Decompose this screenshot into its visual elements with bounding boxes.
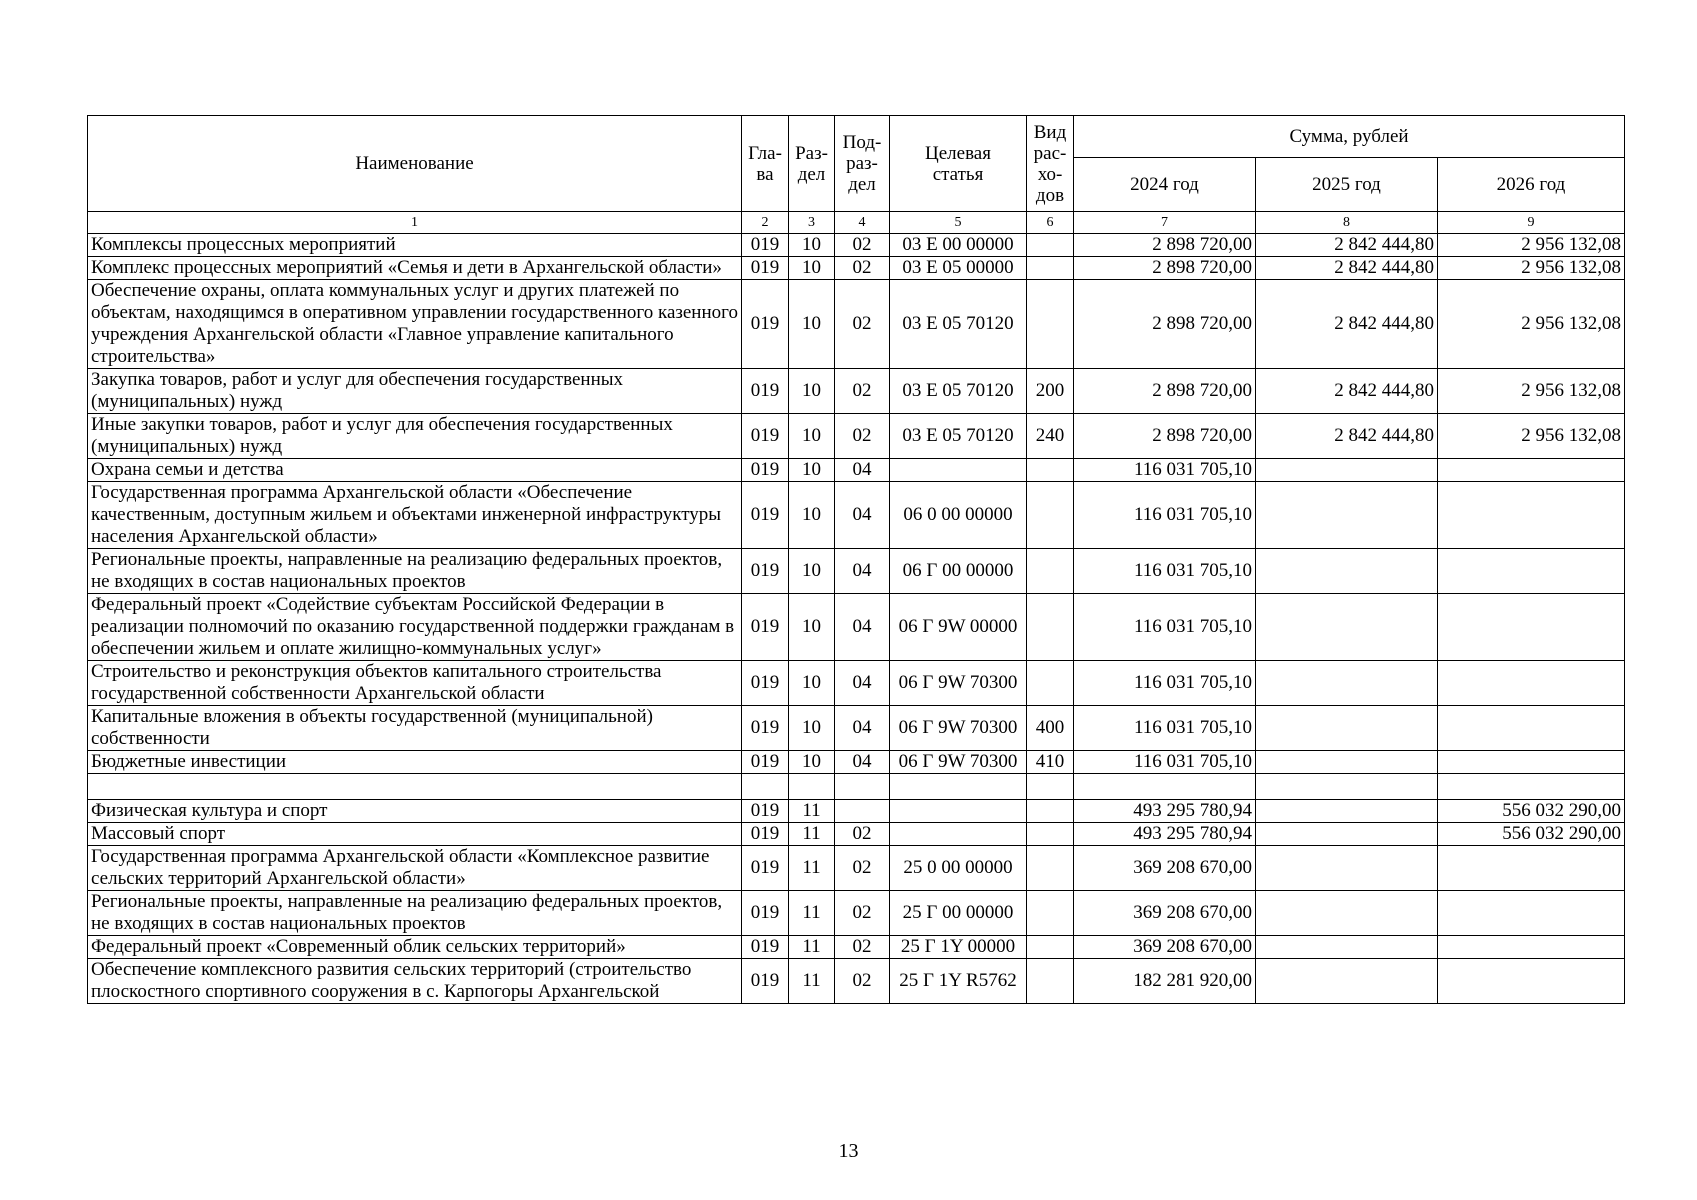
cell-name: Обеспечение охраны, оплата коммунальных услуг и других платежей по объектам, находящимся в оперативном управлении государственного казенного учреждения Архангельской области «Главное управление капитального строительства» <box>88 280 742 369</box>
header-summa: Сумма, рублей <box>1074 116 1625 158</box>
cell-sum-2024: 116 031 705,10 <box>1074 482 1256 549</box>
cell-sum-2026 <box>1438 482 1625 549</box>
cell-name: Капитальные вложения в объекты государственной (муниципальной) собственности <box>88 706 742 751</box>
cell-sum-2024 <box>1074 774 1256 800</box>
header-year-2024: 2024 год <box>1074 158 1256 212</box>
cell-podrazdel: 02 <box>835 823 890 846</box>
column-number: 9 <box>1438 212 1625 234</box>
cell-vid-raskhodov <box>1027 891 1074 936</box>
table-row <box>88 257 1625 280</box>
cell-celevaya-statya: 03 Е 05 70120 <box>890 280 1027 369</box>
cell-sum-2024: 2 898 720,00 <box>1074 280 1256 369</box>
cell-vid-raskhodov: 400 <box>1027 706 1074 751</box>
cell-name: Строительство и реконструкция объектов капитального строительства государственной собственности Архангельской области <box>88 661 742 706</box>
table-row <box>88 706 1625 751</box>
cell-sum-2026 <box>1438 751 1625 774</box>
cell-glava: 019 <box>742 414 789 459</box>
cell-sum-2026 <box>1438 549 1625 594</box>
cell-name: Физическая культура и спорт <box>88 800 742 823</box>
table-row <box>88 751 1625 774</box>
cell-name: Охрана семьи и детства <box>88 459 742 482</box>
cell-sum-2025 <box>1256 846 1438 891</box>
cell-vid-raskhodov <box>1027 800 1074 823</box>
cell-celevaya-statya <box>890 774 1027 800</box>
cell-podrazdel: 04 <box>835 459 890 482</box>
cell-podrazdel <box>835 800 890 823</box>
cell-sum-2024: 2 898 720,00 <box>1074 414 1256 459</box>
cell-podrazdel: 04 <box>835 661 890 706</box>
cell-sum-2025 <box>1256 774 1438 800</box>
table-row <box>88 846 1625 891</box>
cell-sum-2025: 2 842 444,80 <box>1256 369 1438 414</box>
column-number: 5 <box>890 212 1027 234</box>
header-year-2026: 2026 год <box>1438 158 1625 212</box>
cell-name: Региональные проекты, направленные на реализацию федеральных проектов, не входящих в состав национальных проектов <box>88 549 742 594</box>
cell-name: Государственная программа Архангельской области «Комплексное развитие сельских территорий Архангельской области» <box>88 846 742 891</box>
cell-celevaya-statya: 03 Е 05 70120 <box>890 369 1027 414</box>
cell-sum-2026: 2 956 132,08 <box>1438 234 1625 257</box>
cell-sum-2025 <box>1256 959 1438 1004</box>
cell-razdel: 11 <box>789 823 835 846</box>
cell-sum-2026: 556 032 290,00 <box>1438 800 1625 823</box>
cell-glava: 019 <box>742 280 789 369</box>
cell-razdel <box>789 774 835 800</box>
cell-glava: 019 <box>742 459 789 482</box>
cell-vid-raskhodov <box>1027 661 1074 706</box>
cell-razdel: 10 <box>789 234 835 257</box>
cell-name: Обеспечение комплексного развития сельских территорий (строительство плоскостного спортивного сооружения в с. Карпогоры Архангельской <box>88 959 742 1004</box>
cell-vid-raskhodov <box>1027 774 1074 800</box>
header-vid-raskhodov: Вид рас- хо- дов <box>1027 116 1074 212</box>
cell-vid-raskhodov <box>1027 459 1074 482</box>
cell-glava: 019 <box>742 959 789 1004</box>
cell-sum-2024: 116 031 705,10 <box>1074 549 1256 594</box>
cell-sum-2026 <box>1438 774 1625 800</box>
cell-sum-2026 <box>1438 459 1625 482</box>
cell-glava: 019 <box>742 936 789 959</box>
cell-celevaya-statya <box>890 459 1027 482</box>
cell-celevaya-statya: 06 Г 9W 70300 <box>890 661 1027 706</box>
column-number: 8 <box>1256 212 1438 234</box>
cell-name: Федеральный проект «Содействие субъектам Российской Федерации в реализации полномочий по оказанию государственной поддержки гражданам в обеспечении жильем и оплате жилищно-коммунальных услуг» <box>88 594 742 661</box>
column-number: 6 <box>1027 212 1074 234</box>
cell-sum-2026 <box>1438 594 1625 661</box>
cell-sum-2025 <box>1256 661 1438 706</box>
cell-celevaya-statya <box>890 823 1027 846</box>
cell-name: Массовый спорт <box>88 823 742 846</box>
cell-sum-2026 <box>1438 959 1625 1004</box>
cell-sum-2025 <box>1256 936 1438 959</box>
cell-sum-2026 <box>1438 936 1625 959</box>
cell-sum-2024: 116 031 705,10 <box>1074 594 1256 661</box>
cell-name: Иные закупки товаров, работ и услуг для обеспечения государственных (муниципальных) нужд <box>88 414 742 459</box>
cell-podrazdel: 04 <box>835 594 890 661</box>
cell-sum-2025 <box>1256 800 1438 823</box>
cell-glava: 019 <box>742 661 789 706</box>
cell-sum-2025: 2 842 444,80 <box>1256 257 1438 280</box>
cell-sum-2024: 116 031 705,10 <box>1074 661 1256 706</box>
cell-vid-raskhodov: 240 <box>1027 414 1074 459</box>
table-row <box>88 661 1625 706</box>
cell-glava: 019 <box>742 706 789 751</box>
cell-name: Комплексы процессных мероприятий <box>88 234 742 257</box>
cell-sum-2026: 556 032 290,00 <box>1438 823 1625 846</box>
table-body <box>88 234 1625 1004</box>
cell-sum-2024: 2 898 720,00 <box>1074 257 1256 280</box>
cell-celevaya-statya: 06 Г 9W 70300 <box>890 751 1027 774</box>
cell-sum-2025: 2 842 444,80 <box>1256 280 1438 369</box>
cell-sum-2024: 116 031 705,10 <box>1074 706 1256 751</box>
cell-name <box>88 774 742 800</box>
cell-glava: 019 <box>742 800 789 823</box>
cell-podrazdel: 04 <box>835 549 890 594</box>
cell-podrazdel <box>835 774 890 800</box>
cell-celevaya-statya: 03 Е 05 00000 <box>890 257 1027 280</box>
column-number: 3 <box>789 212 835 234</box>
cell-sum-2024: 369 208 670,00 <box>1074 846 1256 891</box>
table-row <box>88 800 1625 823</box>
header-year-2025: 2025 год <box>1256 158 1438 212</box>
cell-sum-2025 <box>1256 594 1438 661</box>
header-glava: Гла- ва <box>742 116 789 212</box>
table-row <box>88 414 1625 459</box>
cell-vid-raskhodov <box>1027 594 1074 661</box>
cell-name: Бюджетные инвестиции <box>88 751 742 774</box>
cell-name: Федеральный проект «Современный облик сельских территорий» <box>88 936 742 959</box>
column-number: 2 <box>742 212 789 234</box>
cell-razdel: 10 <box>789 482 835 549</box>
cell-glava: 019 <box>742 549 789 594</box>
table-row <box>88 482 1625 549</box>
cell-podrazdel: 02 <box>835 959 890 1004</box>
cell-razdel: 10 <box>789 369 835 414</box>
cell-podrazdel: 04 <box>835 751 890 774</box>
cell-razdel: 10 <box>789 549 835 594</box>
cell-sum-2026 <box>1438 661 1625 706</box>
cell-glava: 019 <box>742 594 789 661</box>
cell-glava: 019 <box>742 751 789 774</box>
document-page <box>87 115 1624 1004</box>
table-row <box>88 459 1625 482</box>
cell-sum-2026: 2 956 132,08 <box>1438 414 1625 459</box>
cell-sum-2025 <box>1256 459 1438 482</box>
page-number: 13 <box>838 1140 859 1162</box>
cell-vid-raskhodov <box>1027 936 1074 959</box>
cell-razdel: 10 <box>789 751 835 774</box>
cell-podrazdel: 02 <box>835 234 890 257</box>
cell-celevaya-statya: 25 Г 1Y 00000 <box>890 936 1027 959</box>
table-row <box>88 549 1625 594</box>
column-number: 7 <box>1074 212 1256 234</box>
table-row <box>88 594 1625 661</box>
cell-razdel: 11 <box>789 891 835 936</box>
cell-sum-2024: 369 208 670,00 <box>1074 936 1256 959</box>
cell-sum-2026 <box>1438 706 1625 751</box>
cell-celevaya-statya: 06 Г 9W 00000 <box>890 594 1027 661</box>
cell-sum-2024: 2 898 720,00 <box>1074 369 1256 414</box>
cell-celevaya-statya: 06 Г 00 00000 <box>890 549 1027 594</box>
cell-podrazdel: 02 <box>835 846 890 891</box>
cell-celevaya-statya <box>890 800 1027 823</box>
cell-celevaya-statya: 25 Г 00 00000 <box>890 891 1027 936</box>
cell-razdel: 10 <box>789 414 835 459</box>
cell-celevaya-statya: 25 0 00 00000 <box>890 846 1027 891</box>
table-row <box>88 936 1625 959</box>
table-row <box>88 959 1625 1004</box>
cell-sum-2026 <box>1438 891 1625 936</box>
cell-vid-raskhodov: 200 <box>1027 369 1074 414</box>
cell-podrazdel: 02 <box>835 414 890 459</box>
cell-vid-raskhodov <box>1027 257 1074 280</box>
header-podrazdel: Под- раз- дел <box>835 116 890 212</box>
cell-sum-2024: 116 031 705,10 <box>1074 459 1256 482</box>
cell-name: Комплекс процессных мероприятий «Семья и дети в Архангельской области» <box>88 257 742 280</box>
cell-glava: 019 <box>742 846 789 891</box>
cell-sum-2024: 2 898 720,00 <box>1074 234 1256 257</box>
header-celevaya-statya: Целевая статья <box>890 116 1027 212</box>
cell-razdel: 11 <box>789 936 835 959</box>
cell-celevaya-statya: 03 Е 05 70120 <box>890 414 1027 459</box>
cell-glava <box>742 774 789 800</box>
cell-sum-2025 <box>1256 706 1438 751</box>
cell-vid-raskhodov: 410 <box>1027 751 1074 774</box>
cell-name: Региональные проекты, направленные на реализацию федеральных проектов, не входящих в состав национальных проектов <box>88 891 742 936</box>
cell-glava: 019 <box>742 482 789 549</box>
cell-podrazdel: 02 <box>835 257 890 280</box>
cell-podrazdel: 04 <box>835 706 890 751</box>
cell-podrazdel: 02 <box>835 936 890 959</box>
cell-razdel: 10 <box>789 594 835 661</box>
cell-sum-2024: 116 031 705,10 <box>1074 751 1256 774</box>
table-row <box>88 280 1625 369</box>
column-number: 4 <box>835 212 890 234</box>
cell-celevaya-statya: 06 Г 9W 70300 <box>890 706 1027 751</box>
column-number: 1 <box>88 212 742 234</box>
cell-razdel: 10 <box>789 257 835 280</box>
cell-glava: 019 <box>742 891 789 936</box>
cell-razdel: 10 <box>789 459 835 482</box>
cell-glava: 019 <box>742 369 789 414</box>
table-row <box>88 891 1625 936</box>
cell-sum-2026: 2 956 132,08 <box>1438 280 1625 369</box>
table-row <box>88 369 1625 414</box>
cell-vid-raskhodov <box>1027 549 1074 594</box>
header-razdel: Раз- дел <box>789 116 835 212</box>
cell-razdel: 11 <box>789 959 835 1004</box>
cell-sum-2024: 369 208 670,00 <box>1074 891 1256 936</box>
cell-vid-raskhodov <box>1027 280 1074 369</box>
cell-sum-2025 <box>1256 823 1438 846</box>
table-row <box>88 823 1625 846</box>
cell-sum-2026 <box>1438 846 1625 891</box>
cell-razdel: 10 <box>789 661 835 706</box>
cell-vid-raskhodov <box>1027 482 1074 549</box>
table-row <box>88 774 1625 800</box>
cell-sum-2024: 493 295 780,94 <box>1074 800 1256 823</box>
cell-celevaya-statya: 25 Г 1Y R5762 <box>890 959 1027 1004</box>
cell-podrazdel: 02 <box>835 280 890 369</box>
cell-razdel: 10 <box>789 706 835 751</box>
table-row <box>88 234 1625 257</box>
cell-sum-2026: 2 956 132,08 <box>1438 369 1625 414</box>
cell-sum-2025: 2 842 444,80 <box>1256 414 1438 459</box>
cell-sum-2024: 182 281 920,00 <box>1074 959 1256 1004</box>
cell-name: Закупка товаров, работ и услуг для обеспечения государственных (муниципальных) нужд <box>88 369 742 414</box>
cell-razdel: 11 <box>789 800 835 823</box>
cell-sum-2025 <box>1256 549 1438 594</box>
cell-glava: 019 <box>742 823 789 846</box>
cell-sum-2025 <box>1256 891 1438 936</box>
cell-sum-2025: 2 842 444,80 <box>1256 234 1438 257</box>
cell-sum-2025 <box>1256 482 1438 549</box>
cell-sum-2024: 493 295 780,94 <box>1074 823 1256 846</box>
cell-vid-raskhodov <box>1027 959 1074 1004</box>
cell-razdel: 10 <box>789 280 835 369</box>
budget-table <box>87 115 1625 1004</box>
header-name: Наименование <box>88 116 742 212</box>
cell-celevaya-statya: 06 0 00 00000 <box>890 482 1027 549</box>
cell-vid-raskhodov <box>1027 846 1074 891</box>
cell-podrazdel: 02 <box>835 369 890 414</box>
cell-vid-raskhodov <box>1027 823 1074 846</box>
cell-glava: 019 <box>742 234 789 257</box>
cell-sum-2026: 2 956 132,08 <box>1438 257 1625 280</box>
cell-glava: 019 <box>742 257 789 280</box>
cell-sum-2025 <box>1256 751 1438 774</box>
cell-vid-raskhodov <box>1027 234 1074 257</box>
cell-razdel: 11 <box>789 846 835 891</box>
cell-name: Государственная программа Архангельской области «Обеспечение качественным, доступным жильем и объектами инженерной инфраструктуры населения Архангельской области» <box>88 482 742 549</box>
cell-podrazdel: 04 <box>835 482 890 549</box>
cell-celevaya-statya: 03 Е 00 00000 <box>890 234 1027 257</box>
cell-podrazdel: 02 <box>835 891 890 936</box>
